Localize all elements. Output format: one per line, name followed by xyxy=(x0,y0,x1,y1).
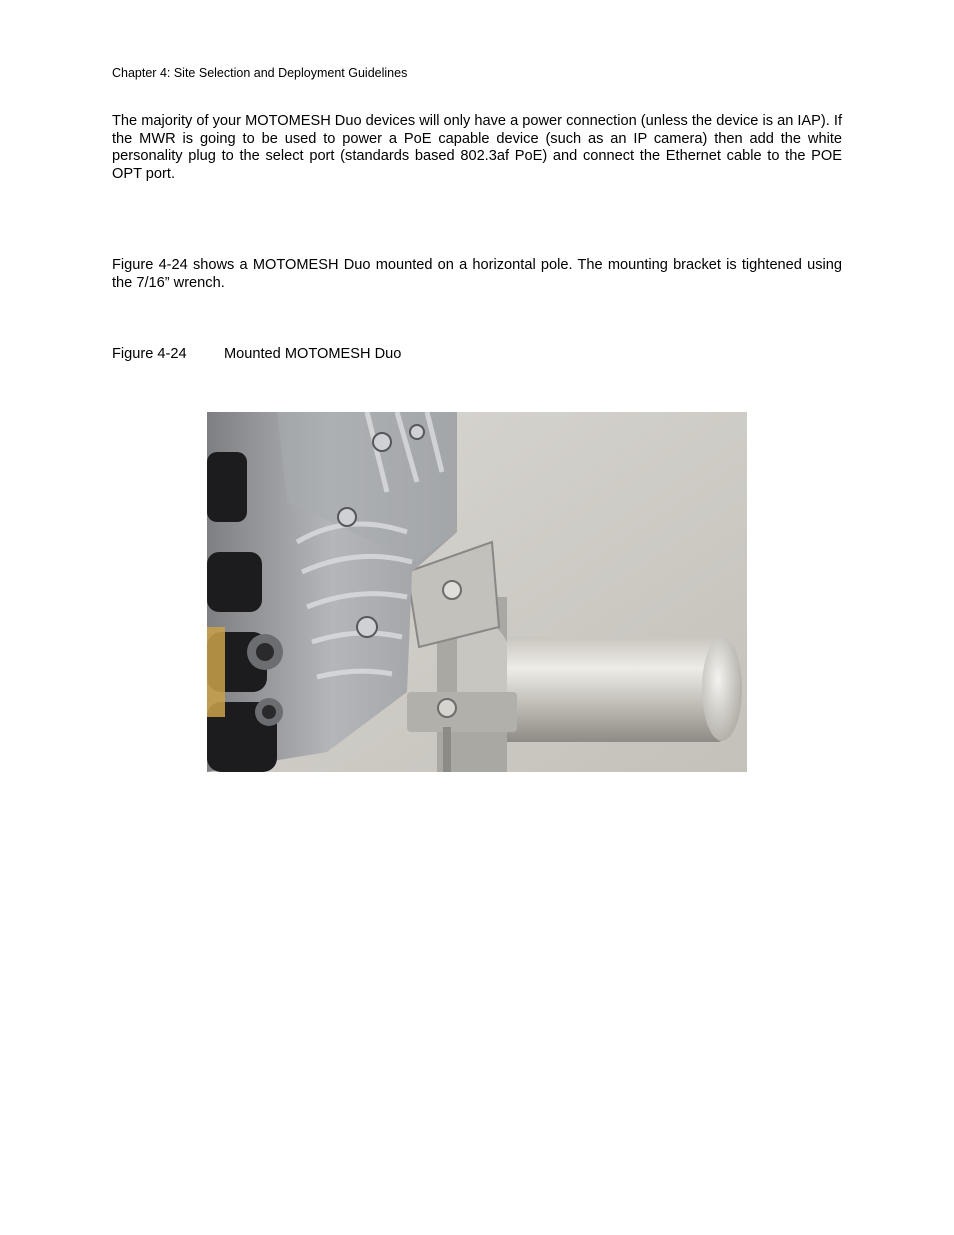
figure-photo-mounted-device xyxy=(207,412,747,772)
figure-caption xyxy=(112,346,401,364)
figure-number: Figure 4-24 xyxy=(112,346,187,362)
paragraph-power-connection: The majority of your MOTOMESH Duo devices will only have a power connection (unless the device is an IAP). If the MWR is going to be used to power a PoE capable device (such as an IP camera) then add the white personality plug to the select port (standards based 802.3af PoE) and connect the Ethernet cable to the POE OPT port. xyxy=(112,113,842,182)
paragraph-figure-reference: Figure 4-24 shows a MOTOMESH Duo mounted on a horizontal pole. The mounting bracket is tightened using the 7/16” wrench. xyxy=(112,257,842,291)
page-header: Chapter 4: Site Selection and Deployment Guidelines xyxy=(112,66,408,80)
figure-title: Mounted MOTOMESH Duo xyxy=(224,346,402,362)
